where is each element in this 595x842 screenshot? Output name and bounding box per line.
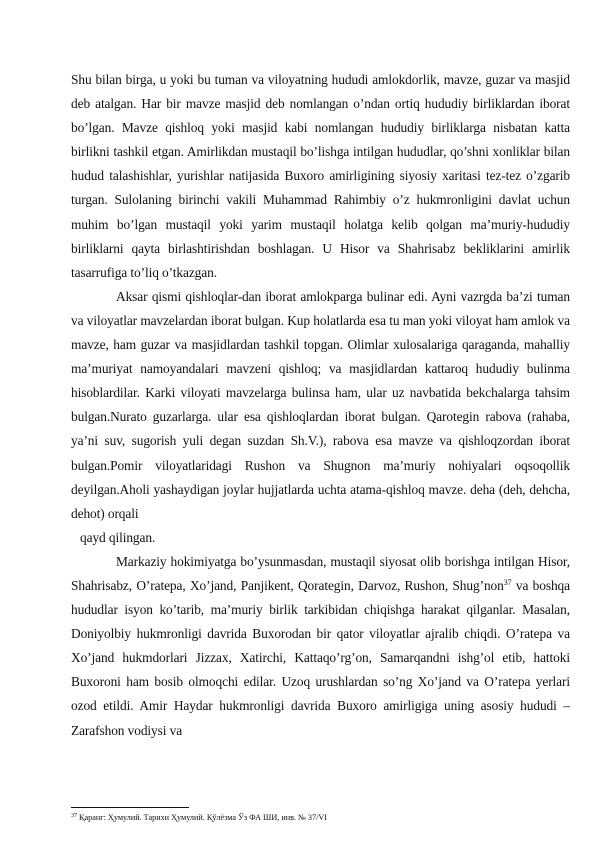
paragraph-2: Aksar qismi qishloqlar-dan iborat amlokparga bulinar edi. Ayni vazrgda ba’zi tuman va viloyatlar mavzelardan iborat bulgan. Kup holatlarda esa tu man yoki viloyat ham amlok va mavze, ham guzar va masjidlardan tashkil topgan. Olimlar xulosalariga qaraganda, mahalliy ma’muriyat namoyandalari mavzeni qishloq; va masjidlardan kattaroq hududiy bulinma hisoblardilar. Karki viloyati mavzelarga bulinsa ham, ular uz navbatida bekchalarga tahsim bulgan.Nurato guzarlarga. ular esa qishloqlardan iborat bulgan. Qarotegin rabova (rahaba, ya’ni suv, sugorish yuli degan suzdan Sh.V.), rabova esa mavze va qishloqzordan iborat bulgan.Pomir viloyatlaridagi Rushon va Shugnon ma’muriy nohiyalari oqsoqollik deyilgan.Aholi yashaydigan joylar hujjatlarda uchta atama-qishloq mavze. deha (deh, dehcha, dehot) orqali: [71, 288, 570, 521]
paragraph-1: Shu bilan birga, u yoki bu tuman va viloyatning hududi amlokdorlik, mavze, guzar va masjid deb atalgan. Har bir mavze masjid deb nomlangan o’ndan ortiq hududiy birliklardan iborat bo’lgan. Mavze qishloq yoki masjid kabi nomlangan hududiy birliklarga nisbatan katta birlikni tashkil etgan. Amirlikdan mustaqil bo’lishga intilgan hududlar, qo’shni xonliklar bilan hudud talashishlar, yurishlar natijasida Buxoro amirligining siyosiy xaritasi tez-tez o’zgarib turgan. Sulolaning birinchi vakili Muhammad Rahimbiy o’z hukmronligini davlat uchun muhim bo’lgan mustaqil yoki yarim mustaqil holatga kelib qolgan ma’muriy-hududiy birliklarni qayta birlashtirishdan boshlagan. U Hisor va Shahrisabz bekliklarini amirlik tasarrufiga to’liq o’tkazgan.: [71, 72, 570, 280]
footnote-text: Қаранг: Ҳумулий. Тарихи Ҳумулий. Қўлёзма Ўз ФА ШИ, инв. № 37/VI: [77, 813, 328, 822]
footnote-number: 37: [71, 813, 77, 819]
footnote-reference[interactable]: 37: [503, 577, 512, 587]
paragraph-3: qayd qilingan.: [80, 529, 156, 545]
footnote: [71, 812, 570, 823]
paragraph-4-text-b: va boshqa hududlar isyon ko’tarib, ma’muriy birlik tarkibidan chiqishga harakat qilganlar. Masalan, Doniyolbiy hukmronligi davrida Buxorodan bir qator viloyatlar ajralib chiqdi. O’ratepa va Xo’jand hukmdorlari Jizzax, Xatirchi, Kattaqo’rg’on, Samarqandni ishg’ol etib, hattoki Buxoroni ham bosib olmoqchi edilar. Uzoq urushlardan so’ng Xo’jand va O’ratepa yerlari ozod etildi. Amir Haydar hukmronligi davrida Buxoro amirligiga uning asosiy hududi – Zarafshon vodiysi va: [71, 577, 570, 738]
paragraph-4-text-a: Markaziy hokimiyatga bo’ysunmasdan, mustaqil siyosat olib borishga intilgan Hisor, Shahrisabz, O’ratepa, Xo’jand, Panjikent, Qorategin, Darvoz, Rushon, Shug’non: [71, 553, 570, 593]
body-text: [71, 68, 570, 743]
paragraph-4: [71, 550, 570, 743]
footnote-divider: [71, 807, 189, 808]
